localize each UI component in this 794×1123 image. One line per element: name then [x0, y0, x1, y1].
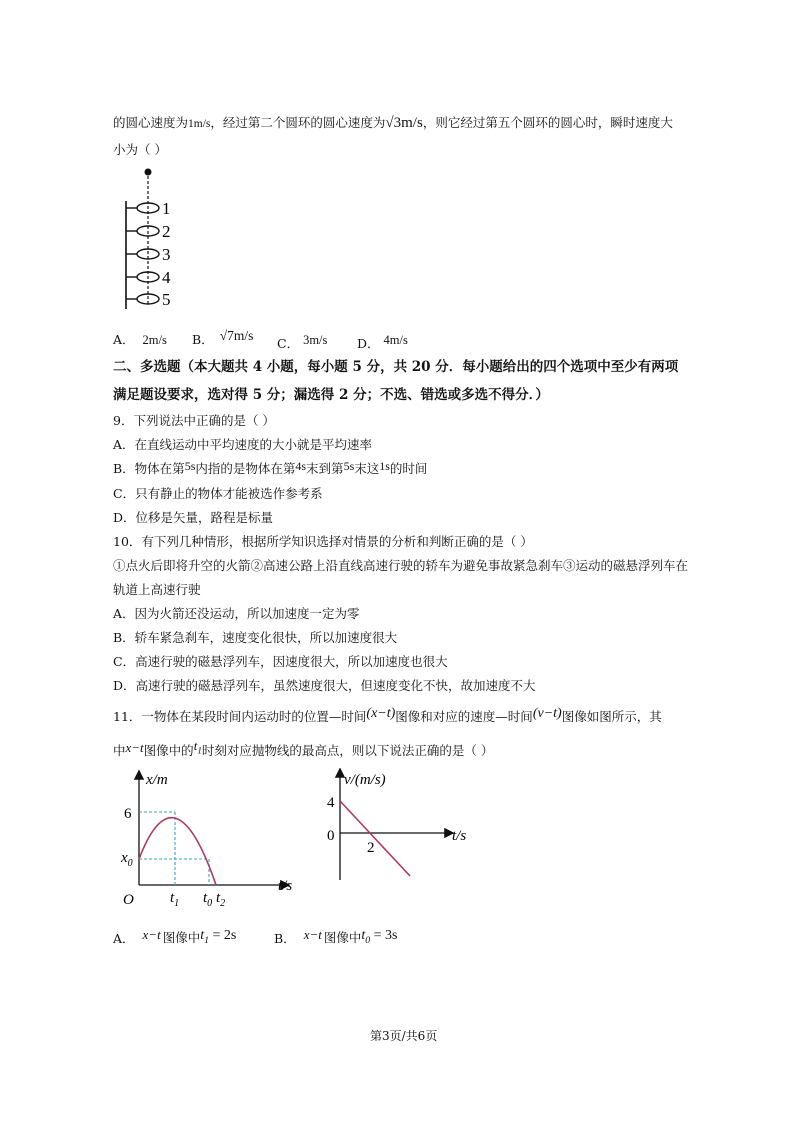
- expr: x−t: [142, 927, 161, 942]
- y-axis-label: [344, 772, 386, 788]
- section-2-heading: 二、多选题（本大题共 4 小题，每小题 5 分，共 20 分．每小题给出的四个选项中至少有两项: [113, 359, 679, 375]
- option-letter: B．: [192, 332, 214, 347]
- t: t: [200, 928, 205, 943]
- xt-expr: (x−t): [366, 706, 396, 721]
- x0-sub: 0: [127, 858, 133, 869]
- option-value: 2m/s: [142, 333, 167, 347]
- value: 5s: [184, 459, 196, 473]
- q8-stem-line1: [113, 113, 673, 132]
- q8-stem-line2: 小为（ ）: [113, 142, 167, 157]
- text: 11．一物体在某段时间内运动时的位置—时间: [113, 709, 367, 724]
- ring-label-3: 3: [162, 245, 171, 264]
- vt-expr: (v−t): [532, 706, 562, 721]
- intro-text-1: 的圆心速度为: [113, 115, 189, 130]
- option-letter: B．: [274, 931, 296, 946]
- tick-6: 6: [124, 806, 132, 822]
- option-letter: A．: [113, 332, 135, 347]
- tick-t2: [216, 890, 225, 909]
- text: 时刻对应抛物线的最高点，则以下说法正确的是（ ）: [201, 743, 494, 758]
- q10-option-c[interactable]: C．高速行驶的磁悬浮列车，因速度很大，所以加速度也很大: [113, 654, 448, 669]
- t1-sub: 1: [174, 898, 180, 909]
- tick-x0: [120, 850, 133, 869]
- text: 图像中: [323, 930, 362, 945]
- q8-option-d[interactable]: [357, 330, 408, 351]
- tick-4: 4: [327, 795, 335, 811]
- q9-option-a[interactable]: A．在直线运动中平均速度的大小就是平均速率: [113, 437, 373, 452]
- text: 图像如图所示，其: [561, 709, 662, 724]
- q10-scenario-line2: 轨道上高速行驶: [113, 582, 201, 597]
- section-2-heading-2: 满足题设要求，选对得 5 分；漏选得 2 分；不选、错选或多选不得分．）: [113, 387, 549, 403]
- xt-expr: x−t: [125, 740, 144, 755]
- sub: 1: [204, 934, 209, 946]
- page-number: 第3页/共6页: [370, 1029, 438, 1043]
- t1-main: t: [170, 890, 175, 906]
- ring-2: [126, 226, 159, 236]
- text: 图像中: [162, 930, 201, 945]
- q11-stem-line1: [113, 707, 662, 726]
- ring-label-2: 2: [162, 222, 171, 241]
- t0-sub: 0: [207, 898, 213, 909]
- t0-main: t: [203, 890, 208, 906]
- ring-4: [126, 272, 159, 282]
- t: t: [361, 928, 366, 943]
- velocity-line: [340, 801, 410, 876]
- v2-unit: m/s: [401, 115, 423, 131]
- tick-t0: [203, 890, 212, 909]
- vt-graph: [322, 768, 482, 890]
- option-letter: A．: [113, 931, 135, 946]
- sub: 0: [365, 934, 371, 946]
- ring-5: [126, 294, 159, 304]
- ring-3: [126, 249, 159, 259]
- q10-option-b[interactable]: B．轿车紧急刹车，速度变化很快，所以加速度很大: [113, 630, 398, 645]
- q10-scenario-line1: ①点火后即将升空的火箭②高速公路上沿直线高速行驶的轿车为避免事故紧急刹车③运动的磁悬浮列车在: [113, 558, 689, 573]
- q9-stem: 9．下列说法中正确的是（ ）: [113, 413, 275, 428]
- text: B．物体在第: [113, 461, 185, 476]
- t: t: [193, 738, 198, 753]
- t2-sub: 2: [220, 898, 226, 909]
- ball-icon: [145, 169, 152, 176]
- v1-value: 1m/s: [188, 118, 211, 130]
- tick-2: 2: [367, 840, 375, 856]
- q10-stem: 10．有下列几种情形，根据所学知识选择对情景的分析和判断正确的是（ ）: [113, 534, 533, 549]
- text: 内指的是物体在第: [195, 461, 296, 476]
- b-root: 7: [227, 328, 234, 343]
- option-value: 4m/s: [383, 333, 408, 347]
- text: 图像和对应的速度—时间: [395, 709, 533, 724]
- eq: = 3s: [370, 928, 398, 943]
- option-value: √7m/s: [219, 328, 254, 343]
- q10-option-a[interactable]: A．因为火箭还没运动，所以加速度一定为零: [113, 606, 360, 621]
- intro-text-3: ，则它经过第五个圆环的圆心时，瞬时速度大: [422, 115, 673, 130]
- tick-0: 0: [327, 828, 335, 844]
- y-axis-label: x/m: [146, 772, 168, 788]
- text: 图像中的: [143, 743, 194, 758]
- q9-option-c[interactable]: C．只有静止的物体才能被选作参考系: [113, 486, 323, 501]
- t1-symbol: [193, 738, 202, 756]
- value: 5s: [343, 459, 355, 473]
- q11-option-b[interactable]: [274, 925, 398, 946]
- q8-option-c[interactable]: [277, 330, 328, 351]
- text: 末这: [354, 461, 380, 476]
- x0-main: x: [121, 850, 128, 866]
- x-axis-label: t/s: [452, 828, 467, 844]
- text: 中: [113, 743, 126, 758]
- q8-option-b[interactable]: [192, 326, 254, 347]
- ring-label-4: 4: [162, 268, 171, 287]
- eq: = 2s: [209, 928, 237, 943]
- q9-option-d[interactable]: D．位移是矢量，路程是标量: [113, 510, 274, 525]
- v2-value: √3m/s: [385, 115, 423, 131]
- b-unit: m/s: [233, 328, 254, 343]
- tick-t1: [170, 890, 179, 909]
- value: 4s: [295, 459, 307, 473]
- expr: x−t: [303, 927, 322, 942]
- option-value: 3m/s: [303, 333, 328, 347]
- option-letter: D．: [357, 336, 380, 351]
- q9-option-b[interactable]: [113, 459, 427, 477]
- ring-figure: [118, 166, 188, 316]
- intro-text-2: ，经过第二个圆环的圆心速度为: [210, 115, 386, 130]
- q10-option-d[interactable]: D．高速行驶的磁悬浮列车，虽然速度很大，但速度变化不快，故加速度不大: [113, 678, 536, 693]
- parabola-curve: [139, 818, 216, 885]
- ring-1: [126, 203, 159, 213]
- ring-label-5: 5: [162, 290, 171, 309]
- value: 1s: [379, 459, 390, 473]
- origin-label: O: [123, 892, 134, 908]
- sub: 1: [197, 745, 202, 756]
- q11-stem-line2: [113, 738, 494, 761]
- xt-graph: [118, 768, 298, 910]
- text: 的时间: [389, 461, 428, 476]
- text: 末到第: [306, 461, 344, 476]
- option-letter: C．: [277, 336, 300, 351]
- ring-label-1: 1: [162, 199, 171, 218]
- v2-root: 3: [393, 115, 402, 131]
- q11-option-a[interactable]: [113, 925, 236, 946]
- t2-main: t: [216, 890, 221, 906]
- vt-ylabel: v/(m/s): [344, 772, 386, 788]
- x-axis-label: t/s: [278, 878, 293, 894]
- q8-option-a[interactable]: [113, 330, 167, 348]
- t-symbol: [361, 928, 371, 946]
- t-symbol: [200, 928, 209, 946]
